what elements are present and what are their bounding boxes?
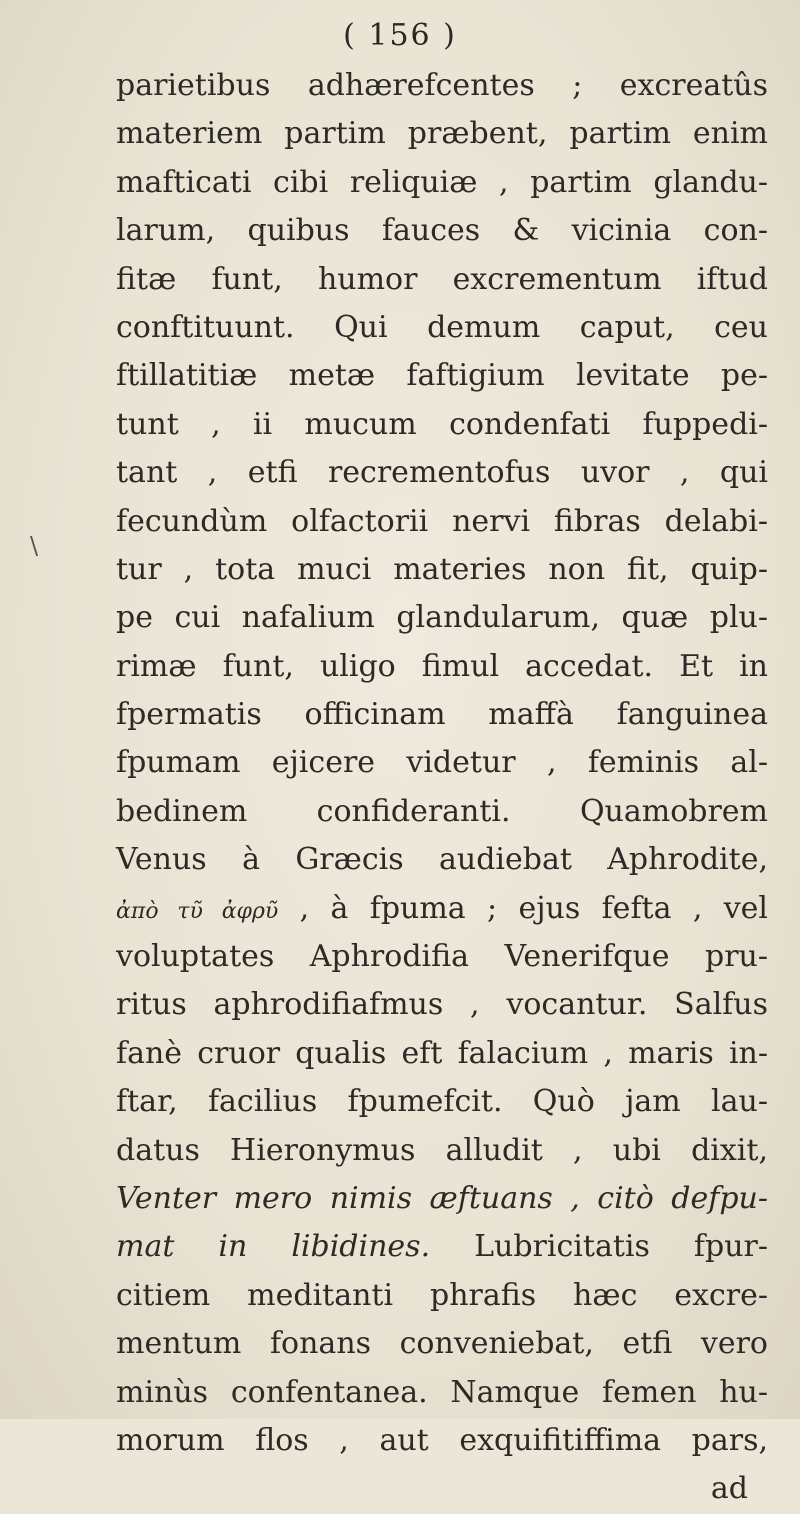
text-line [116,159,768,207]
text-line [116,62,768,110]
text-segment: fpumam ejicere videtur , feminis al- [116,745,768,781]
text-line [116,1272,768,1320]
text-segment: fanè cruor qualis eft falacium , maris in- [116,1035,768,1071]
text-line [116,352,768,400]
text-line [116,594,768,642]
text-segment: minùs confentanea. Namque femen hu- [116,1374,768,1410]
text-segment: ftar, facilius fpumefcit. Quò jam lau- [116,1084,768,1120]
greek-phrase: ἀπὸ τῦ ἀφρῦ [116,898,279,924]
italic-quote: Venter mero nimis æftuans , citò defpu- [116,1180,768,1216]
text-line [116,1030,768,1078]
text-line [116,981,768,1029]
text-line [116,110,768,158]
text-segment: mafticati cibi reliquiæ , partim glandu- [116,164,768,200]
text-segment: tant , etfi recrementofus uvor , qui [116,455,768,491]
page-number: ( 156 ) [343,18,457,53]
text-line [116,256,768,304]
text-segment: ritus aphrodifiafmus , vocantur. Salfus [116,987,768,1023]
text-segment: mentum fonans conveniebat, etfi vero [116,1326,768,1362]
text-segment: datus Hieronymus alludit , ubi dixit, [116,1132,768,1168]
text-segment: larum, quibus fauces & vicinia con- [116,213,768,249]
text-segment: parietibus adhærefcentes ; excreatûs [116,68,768,103]
text-segment: bedinem confideranti. Quamobrem [116,793,768,829]
text-segment: ftillatitiæ metæ faftigium levitate pe- [116,358,768,394]
text-segment: , à fpuma ; ejus fefta , vel [278,890,768,926]
text-segment: rimæ funt, uligo fimul accedat. Et in [116,648,768,684]
text-segment: morum flos , aut exquifitiffima pars, [116,1422,768,1458]
text-segment: fpermatis officinam maffà fanguinea [116,697,768,733]
text-segment: materiem partim præbent, partim enim [116,116,768,152]
text-line [116,1127,768,1175]
text-line [116,1175,768,1223]
text-line [116,546,768,594]
italic-quote: mat in libidines. [116,1229,431,1265]
text-line [116,643,768,691]
margin-mark: \ [30,532,39,560]
text-segment: Lubricitatis fpur- [430,1229,768,1265]
text-line [116,1369,768,1417]
text-line [116,836,768,884]
text-segment: fecundùm olfactorii nervi fibras delabi- [116,503,768,539]
text-segment: Venus à Græcis audiebat Aphrodite, [116,842,768,878]
text-line [116,1417,768,1465]
text-segment: pe cui nafalium glandularum, quæ plu- [116,600,768,636]
text-segment: citiem meditanti phrafis hæc excre- [116,1277,768,1313]
text-segment: tunt , ii mucum condenfati fuppedi- [116,406,768,442]
text-segment: fitæ funt, humor excrementum iftud [116,261,768,297]
text-line [116,304,768,352]
text-line [116,885,768,933]
text-line [116,401,768,449]
text-segment: tur , tota muci materies non fit, quip- [116,551,768,587]
text-segment: conftituunt. Qui demum caput, ceu [116,309,768,345]
text-line [116,739,768,787]
text-line [116,1223,768,1271]
text-line [116,1320,768,1368]
text-line [116,1465,768,1513]
body-text [116,62,768,1514]
text-line [116,691,768,739]
text-segment: ad [710,1471,748,1507]
text-line [116,933,768,981]
text-line [116,207,768,255]
text-segment: voluptates Aphrodifia Venerifque pru- [116,939,768,975]
text-line [116,498,768,546]
text-line [116,449,768,497]
text-line [116,788,768,836]
text-line [116,1078,768,1126]
